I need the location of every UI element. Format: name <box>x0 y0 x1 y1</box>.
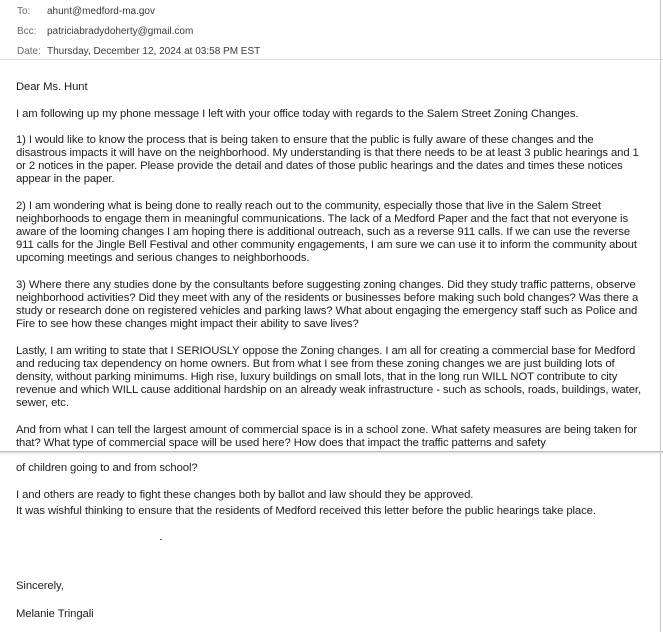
paragraph-5-top-text: And from what I can tell the largest amount of commercial space is in a school zone. What safety measures are being taken for that? What type of commercial space will be used here? How does that impact the traffic patterns and safety <box>16 424 638 450</box>
paragraph-1-text: 1) I would like to know the process that is being taken to ensure that the public is fully aware of these changes and the disastrous impacts it will have on the neighborhood. My understanding is that there needs to be at least 3 public hearings and 1 or 2 notices in the paper. Please provide the detail and dates of those public hearings and the dates and times these notices appear in the paper. <box>16 134 639 186</box>
bcc-header <box>17 22 260 42</box>
signature-text: Melanie Tringali <box>16 608 94 620</box>
bcc-value[interactable]: patriciabradydoherty@gmail.com <box>47 26 194 37</box>
date-value: Thursday, December 12, 2024 at 03:58 PM EST <box>47 46 261 57</box>
bcc-label: Bcc: <box>17 26 37 37</box>
paragraph-1 <box>16 134 644 186</box>
closing <box>16 580 644 593</box>
paragraph-2-text: 2) I am wondering what is being done to really reach out to the community, especially those that live in the Salem Street neighborhoods to engage them in meaningful communications. The lack of a Medford Paper and the fact that not everyone is aware of the looming changes I am hoping there is additional outreach, such as a reverse 911 calls. If we can use the reverse 911 calls for the Jingle Bell Festival and other community engagements, I am sure we can use it to inform the community about upcoming meetings and serious changes to neighborhoods. <box>16 200 637 265</box>
paragraph-5-tail-text: of children going to and from school? <box>16 462 198 474</box>
intro-paragraph <box>16 108 644 121</box>
paragraph-6 <box>16 489 644 502</box>
closing-text: Sincerely, <box>16 580 64 592</box>
date-label: Date: <box>17 46 41 57</box>
salutation-text: Dear Ms. Hunt <box>16 81 88 93</box>
paragraph-6-text: I and others are ready to fight these changes both by ballot and law should they be approved. <box>16 489 474 501</box>
clipped-text-glyphs: It was wishful thinking to ensure that the residents of Medford received this letter before the public hearings take place. <box>16 505 596 517</box>
paragraph-4-text: Lastly, I am writing to state that I SERIOUSLY oppose the Zoning changes. I am all for creating a commercial base for Medford and reducing tax dependency on home owners. But from what I see from these zoning changes we are just building lots of density, without parking minimums. High rise, luxury buildings on small lots, that in the long run WILL NOT contribute to city revenue and which WILL cause additional hardship on an already weak infrastructure - such as schools, roads, buildings, water, sewer, etc. <box>16 345 641 410</box>
paragraph-3-text: 3) Where there any studies done by the consultants before suggesting zoning changes. Did they study traffic patterns, observe neighborhood activities? Did they meet with any of the residents or businesses before making such bold changes? Was there a study or research done on registered vehicles and parking laws? What about engaging the emergency staff such as Police and Fire to see how these changes might impact their ability to save lives? <box>16 279 639 331</box>
paragraph-4 <box>16 345 644 410</box>
email-page-bottom <box>0 455 663 632</box>
email-headers <box>17 2 260 62</box>
header-divider <box>0 59 663 60</box>
paragraph-5-top <box>16 424 644 450</box>
to-value[interactable]: ahunt@medford-ma.gov <box>47 6 155 17</box>
paragraph-2 <box>16 200 644 265</box>
signature <box>16 608 644 621</box>
paragraph-5-tail <box>16 462 644 475</box>
salutation <box>16 81 644 94</box>
to-header <box>17 2 260 22</box>
paragraph-3 <box>16 279 644 331</box>
right-border <box>660 0 661 632</box>
intro-text: I am following up my phone message I left with your office today with regards to the Salem Street Zoning Changes. <box>16 108 579 120</box>
clipped-text-line <box>16 505 644 520</box>
to-label: To: <box>17 6 31 17</box>
stray-mark <box>160 539 162 540</box>
